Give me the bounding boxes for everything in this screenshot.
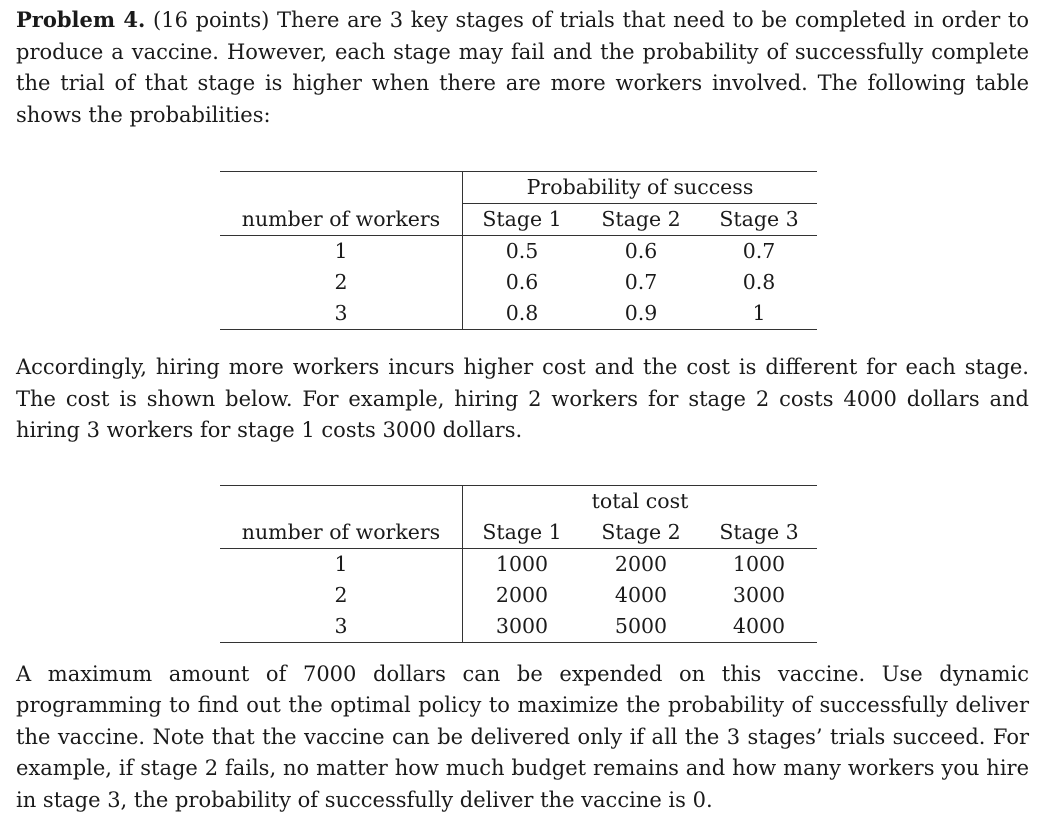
value-cell: 0.6 (624, 239, 658, 263)
table-row (220, 204, 817, 236)
value-cell: 4000 (614, 582, 668, 607)
value-cell: 3000 (732, 582, 786, 607)
workers-cell: 1 (334, 551, 348, 576)
table-row (220, 298, 817, 330)
value-cell: 0.7 (624, 270, 658, 294)
cost-table (220, 485, 817, 643)
value-cell: 0.5 (463, 236, 582, 268)
table-row (220, 548, 817, 580)
column-header-stage-1: Stage 1 (463, 204, 582, 236)
value-cell: 2000 (463, 580, 582, 611)
value-cell: 4000 (701, 611, 817, 643)
table-row (220, 611, 817, 643)
column-header-stage-3: Stage 3 (701, 517, 817, 549)
value-cell: 0.8 (742, 270, 776, 294)
column-header-stage-1: Stage 1 (463, 517, 582, 549)
workers-cell: 3 (220, 298, 463, 330)
column-header-stage-2: Stage 2 (581, 517, 701, 549)
value-cell: 3000 (463, 611, 582, 643)
workers-cell: 2 (334, 270, 348, 294)
column-header-stage-2: Stage 2 (581, 204, 701, 236)
value-cell: 0.8 (463, 298, 582, 330)
probability-group-header: Probability of success (463, 172, 818, 204)
probability-table (220, 171, 817, 330)
value-cell: 1000 (463, 548, 582, 580)
table-row (220, 172, 817, 204)
column-header-stage-3: Stage 3 (701, 204, 817, 236)
problem-label: Problem 4. (16, 7, 146, 32)
workers-column-header: number of workers (220, 204, 463, 236)
workers-cell: 1 (334, 239, 348, 263)
value-cell: 5000 (581, 611, 701, 643)
cost-paragraph: Accordingly, hiring more workers incurs higher cost and the cost is different for each stage. The cost is shown below. For example, hiring 2 workers for stage 2 costs 4000 dollars and hiring 3 workers for stage 1 costs 3000 dollars. (16, 355, 1029, 442)
final-paragraph: A maximum amount of 7000 dollars can be expended on this vaccine. Use dynamic programming to find out the optimal policy to maximize the probability of successfully deliver the vaccine. Note that the vaccine can be delivered only if all the 3 stages’ trials succeed. For example, if stage 2 fails, no matter how much budget remains and how many workers you hire in stage 3, the probability of successfully deliver the vaccine is 0. (16, 661, 1029, 812)
workers-cell: 2 (334, 582, 348, 607)
workers-cell: 3 (220, 611, 463, 643)
value-cell: 0.7 (742, 239, 776, 263)
value-cell: 1 (701, 298, 817, 330)
table-row (220, 580, 817, 611)
table-cell (220, 485, 463, 517)
value-cell: 0.6 (463, 267, 582, 298)
problem-statement (16, 4, 1029, 131)
cost-group-header: total cost (463, 485, 818, 517)
table-row (220, 485, 817, 517)
table-row (220, 267, 817, 298)
table-row (220, 236, 817, 268)
workers-column-header: number of workers (220, 517, 463, 549)
value-cell: 2000 (614, 551, 668, 576)
table-cell (220, 172, 463, 204)
value-cell: 1000 (732, 551, 786, 576)
value-cell: 0.9 (581, 298, 701, 330)
problem-intro: (16 points) There are 3 key stages of trials that need to be completed in order to produce a vaccine. However, each stage may fail and the probability of successfully complete the trial of that stage is higher when there are more workers involved. The following table shows the probabilities: (16, 8, 1029, 127)
table-row (220, 517, 817, 549)
